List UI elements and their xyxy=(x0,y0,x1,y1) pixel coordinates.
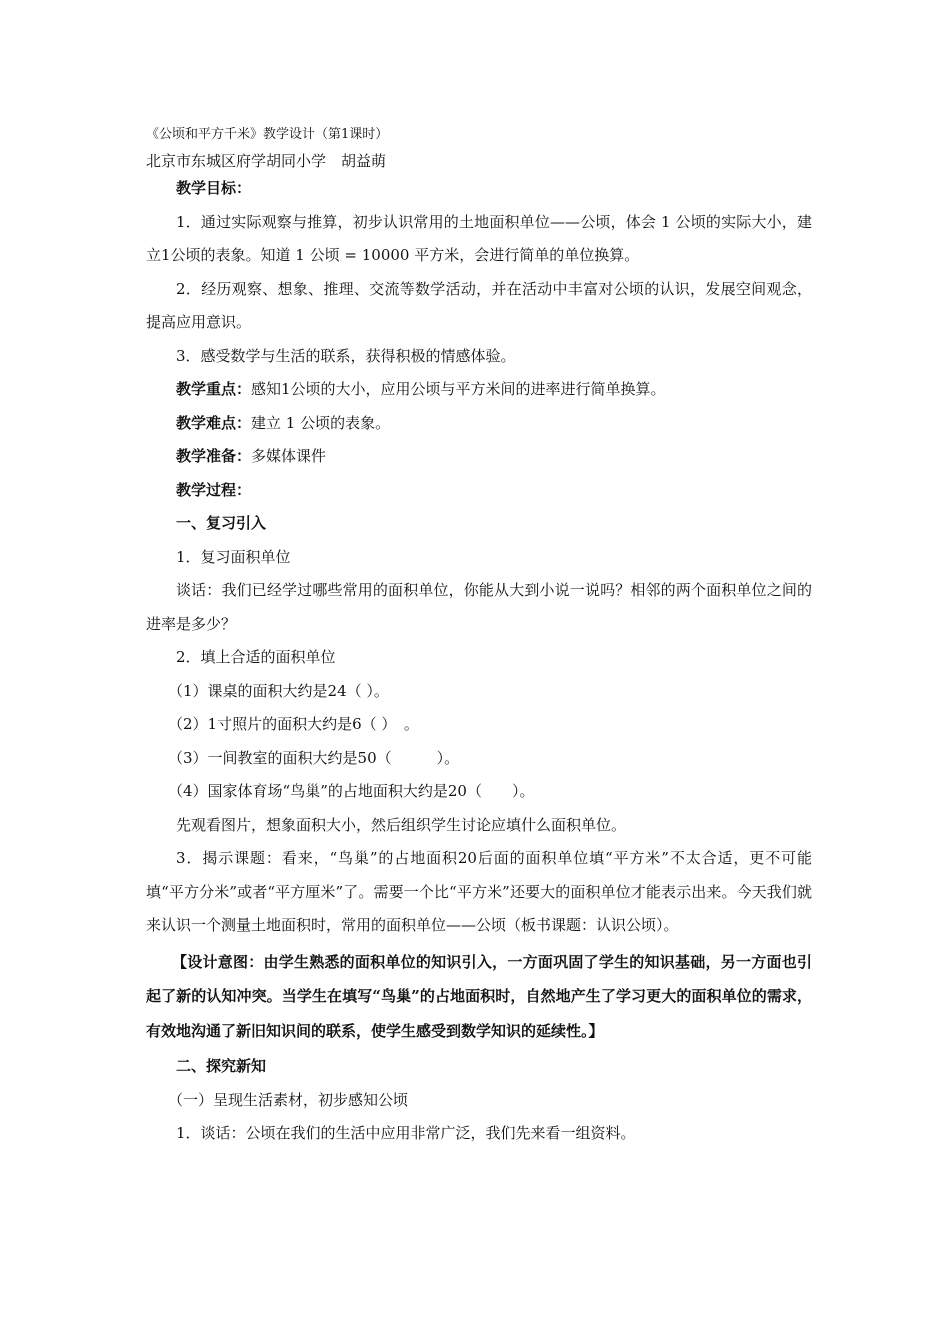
preparation-label: 教学准备： xyxy=(176,447,252,465)
subsection-1: （一）呈现生活素材，初步感知公顷 xyxy=(168,1090,409,1109)
document-body xyxy=(146,172,812,1151)
document-author: 北京市东城区府学胡同小学 胡益萌 xyxy=(146,152,387,170)
fill-heading: 2．填上合适的面积单位 xyxy=(176,648,336,666)
fill-item: （2）1寸照片的面积大约是6（ ） 。 xyxy=(168,715,419,733)
document-title: 《公顷和平方千米》教学设计（第1课时） xyxy=(146,127,389,142)
talk-1: 1．谈话：公顷在我们的生活中应用非常广泛，我们先来看一组资料。 xyxy=(176,1124,636,1142)
key-point-label: 教学重点： xyxy=(176,380,252,398)
key-point-text: 感知1公顷的大小，应用公顷与平方米间的进率进行简单换算。 xyxy=(251,380,666,398)
review-talk: 谈话：我们已经学过哪些常用的面积单位，你能从大到小说一说吗？相邻的两个面积单位之间的进率是多少？ xyxy=(146,581,812,633)
objective-1: 1．通过实际观察与推算，初步认识常用的土地面积单位——公顷，体会 1 公顷的实际大小，建立1公顷的表象。知道 1 公顷 = 10000 平方米，会进行简单的单位换算。 xyxy=(146,212,812,264)
objective-2: 2．经历观察、想象、推理、交流等数学活动，并在活动中丰富对公顷的认识，发展空间观念，提高应用意识。 xyxy=(146,279,812,331)
difficulty-label: 教学难点： xyxy=(176,413,252,432)
process-heading: 教学过程： xyxy=(176,480,252,499)
preparation-text: 多媒体课件 xyxy=(251,447,327,465)
fill-item: （4）国家体育场“鸟巢”的占地面积大约是20（ ）。 xyxy=(168,782,535,800)
section-2-heading: 二、探究新知 xyxy=(176,1057,267,1075)
observe-text: 先观看图片，想象面积大小，然后组织学生讨论应填什么面积单位。 xyxy=(176,815,627,834)
fill-item: （3）一间教室的面积大约是50（ ）。 xyxy=(168,748,460,767)
key-point xyxy=(146,373,812,407)
difficulty xyxy=(146,407,812,441)
review-1: 1．复习面积单位 xyxy=(176,547,291,566)
objective-3: 3．感受数学与生活的联系，获得积极的情感体验。 xyxy=(176,346,516,365)
reveal-text: 3．揭示课题：看来，“鸟巢”的占地面积20后面的面积单位填“平方米”不太合适，更不可能填“平方分米”或者“平方厘米”了。需要一个比“平方米”还要大的面积单位才能表示出来。今天我们就来认识一个测量土地面积时，常用的面积单位——公顷（板书课题：认识公顷）。 xyxy=(146,849,812,934)
fill-item: （1）课桌的面积大约是24（ ）。 xyxy=(168,681,389,700)
difficulty-text: 建立 1 公顷的表象。 xyxy=(251,413,391,432)
objectives-heading: 教学目标： xyxy=(176,179,252,197)
design-intent: 【设计意图：由学生熟悉的面积单位的知识引入，一方面巩固了学生的知识基础，另一方面也引起了新的认知冲突。当学生在填写“鸟巢”的占地面积时，自然地产生了学习更大的面积单位的需求，有效地沟通了新旧知识间的联系，使学生感受到数学知识的延续性。】 xyxy=(146,952,812,1040)
section-1-heading: 一、复习引入 xyxy=(176,514,267,532)
preparation xyxy=(146,440,812,474)
